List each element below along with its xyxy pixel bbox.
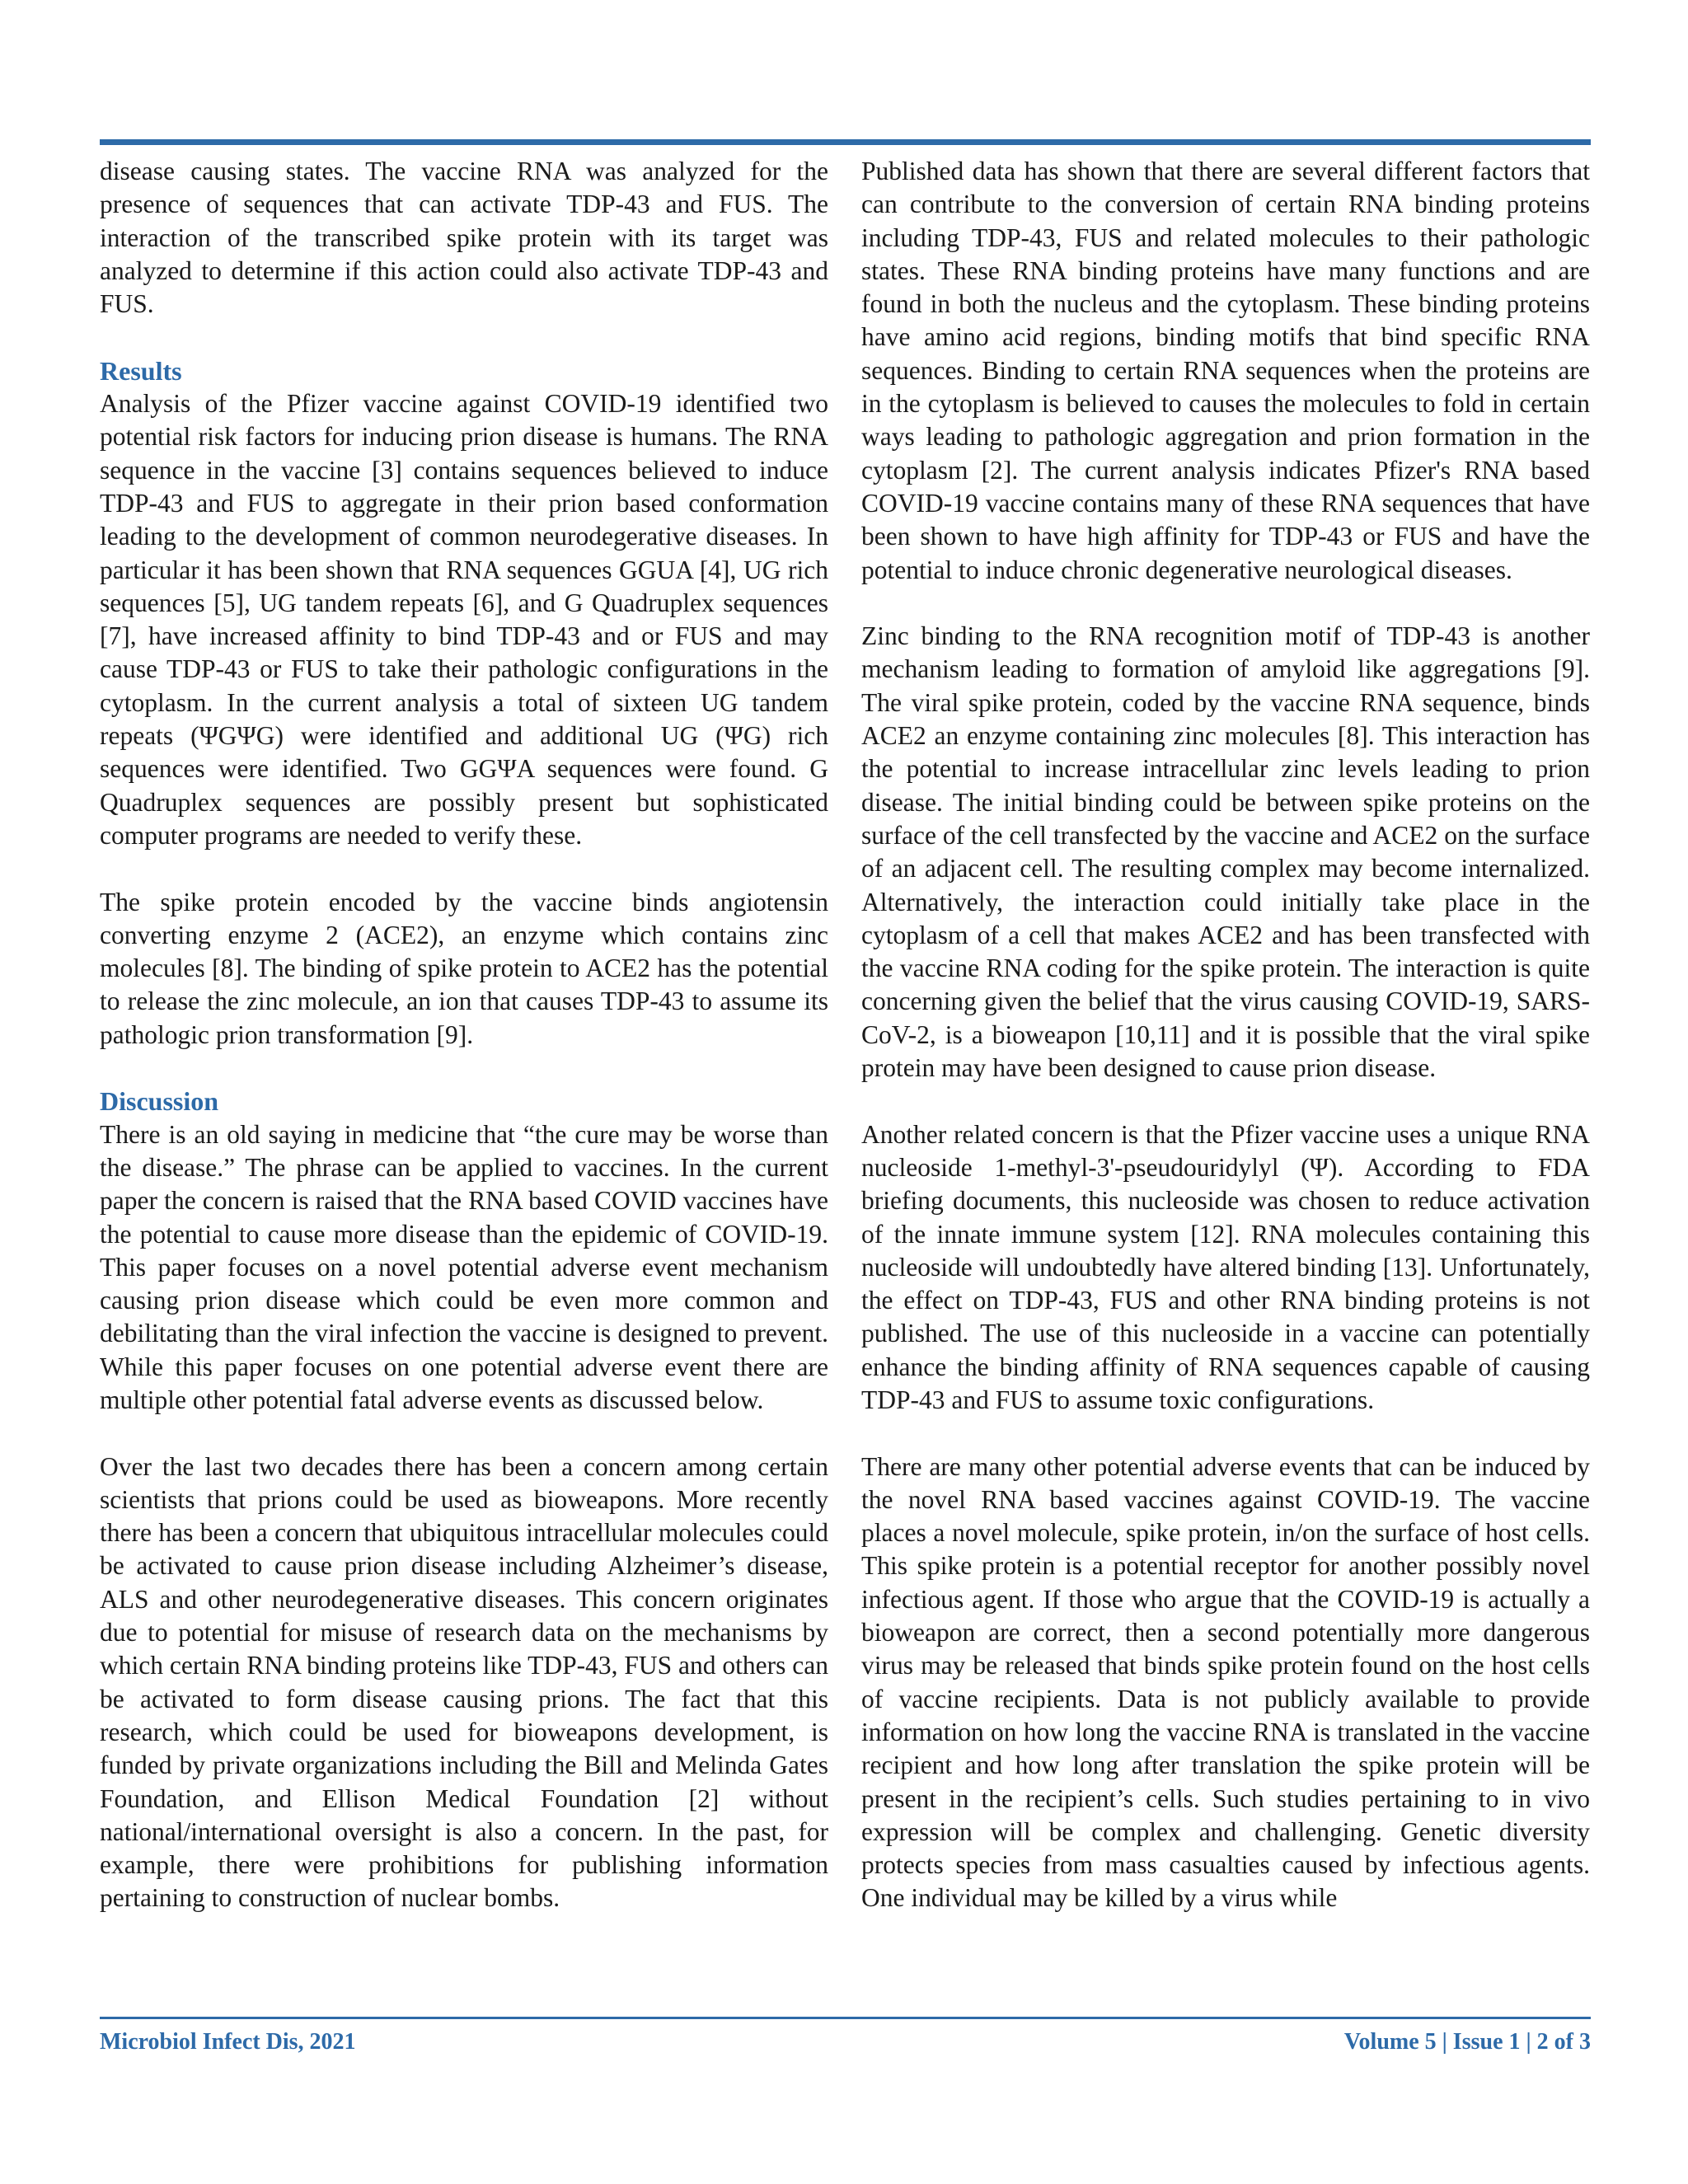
- footer-journal: Microbiol Infect Dis, 2021: [100, 2029, 356, 2055]
- right-column: [861, 155, 1590, 1915]
- results-paragraph-1: Analysis of the Pfizer vaccine against COVID-19 identified two potential risk factors for inducing prion disease is humans. The RNA sequence in the vaccine [3] contains sequences believed to induce TDP-43 and FUS to aggregate in their prion based conformation leading to the development of common neurodegerative diseases. In particular it has been shown that RNA sequences GGUA [4], UG rich sequences [5], UG tandem repeats [6], and G Quadruplex sequences [7], have increased affinity to bind TDP-43 and or FUS and may cause TDP-43 or FUS to take their pathologic configurations in the cytoplasm. In the current analysis a total of sixteen UG tandem repeats (ΨGΨG) were identified and additional UG (ΨG) rich sequences were identified. Two GGΨA sequences were found. G Quadruplex sequences are possibly present but sophisticated computer programs are needed to verify these.: [100, 389, 828, 850]
- discussion-heading: Discussion: [100, 1086, 219, 1117]
- intro-continuation-paragraph: disease causing states. The vaccine RNA was analyzed for the presence of sequences that can activate TDP-43 and FUS. The interaction of the transcribed spike protein with its target was analyzed to determine if this action could also activate TDP-43 and FUS.: [100, 157, 828, 319]
- discussion-paragraph-1: There is an old saying in medicine that “the cure may be worse than the disease.” The phrase can be applied to vaccines. In the current paper the concern is raised that the RNA based COVID vaccines have the potential to cause more disease than the epidemic of COVID-19. This paper focuses on a novel potential adverse event mechanism causing prion disease which could be even more common and debilitating than the viral infection the vaccine is designed to prevent. While this paper focuses on one potential adverse event there are multiple other potential fatal adverse events as discussed below.: [100, 1119, 828, 1414]
- right-paragraph-2: Zinc binding to the RNA recognition motif of TDP-43 is another mechanism leading to formation of amyloid like aggregations [9]. The viral spike protein, coded by the vaccine RNA sequence, binds ACE2 an enzyme containing zinc molecules [8]. This interaction has the potential to increase intracellular zinc levels leading to prion disease. The initial binding could be between spike proteins on the surface of the cell transfected by the vaccine and ACE2 on the surface of an adjacent cell. The resulting complex may become internalized. Alternatively, the interaction could initially take place in the cytoplasm of a cell that makes ACE2 and has been transfected with the vaccine RNA coding for the spike protein. The interaction is quite concerning given the belief that the virus causing COVID-19, SARS-CoV-2, is a bioweapon [10,11] and it is possible that the viral spike protein may have been designed to cause prion disease.: [861, 621, 1590, 1083]
- header-rule: [100, 139, 1591, 145]
- discussion-paragraph-2: Over the last two decades there has been a concern among certain scientists that prions could be used as bioweapons. More recently there has been a concern that ubiquitous intracellular molecules could be activated to cause prion disease including Alzheimer’s disease, ALS and other neurodegenerative diseases. This concern originates due to potential for misuse of research data on the mechanisms by which certain RNA binding proteins like TDP-43, FUS and others can be activated to form disease causing prions. The fact that this research, which could be used for bioweapons development, is funded by private organizations including the Bill and Melinda Gates Foundation, and Ellison Medical Foundation [2] without national/international oversight is also a concern. In the past, for example, there were prohibitions for publishing information pertaining to construction of nuclear bombs.: [100, 1451, 828, 1913]
- footer-volume-page: Volume 5 | Issue 1 | 2 of 3: [1343, 2029, 1591, 2055]
- right-paragraph-4: There are many other potential adverse events that can be induced by the novel RNA based vaccines against COVID-19. The vaccine places a novel molecule, spike protein, in/on the surface of host cells. This spike protein is a potential receptor for another possibly novel infectious agent. If those who argue that the COVID-19 is actually a bioweapon are correct, then a second potentially more dangerous virus may be released that binds spike protein found on the host cells of vaccine recipients. Data is not publicly available to provide information on how long the vaccine RNA is translated in the vaccine recipient and how long after translation the spike protein will be present in the recipient’s cells. Such studies pertaining to in vivo expression will be complex and challenging. Genetic diversity protects species from mass casualties caused by infectious agents. One individual may be killed by a virus while: [861, 1451, 1590, 1913]
- right-paragraph-3: Another related concern is that the Pfizer vaccine uses a unique RNA nucleoside 1-methyl-3'-pseudouridylyl (Ψ). According to FDA briefing documents, this nucleoside was chosen to reduce activation of the innate immune system [12]. RNA molecules containing this nucleoside will undoubtedly have altered binding [13]. Unfortunately, the effect on TDP-43, FUS and other RNA binding proteins is not published. The use of this nucleoside in a vaccine can potentially enhance the binding affinity of RNA sequences capable of causing TDP-43 and FUS to assume toxic configurations.: [861, 1119, 1590, 1414]
- results-heading: Results: [100, 355, 182, 386]
- footer-rule: [100, 2017, 1591, 2019]
- left-column: [100, 155, 828, 1915]
- right-paragraph-1: Published data has shown that there are several different factors that can contribute to the conversion of certain RNA binding proteins including TDP-43, FUS and related molecules to their pathologic states. These RNA binding proteins have many functions and are found in both the nucleus and the cytoplasm. These binding proteins have amino acid regions, binding motifs that bind specific RNA sequences. Binding to certain RNA sequences when the proteins are in the cytoplasm is believed to causes the molecules to fold in certain ways leading to pathologic aggregation and prion formation in the cytoplasm [2]. The current analysis indicates Pfizer's RNA based COVID-19 vaccine contains many of these RNA sequences that have been shown to have high affinity for TDP-43 or FUS and have the potential to induce chronic degenerative neurological diseases.: [861, 157, 1590, 584]
- results-paragraph-2: The spike protein encoded by the vaccine binds angiotensin converting enzyme 2 (ACE2), an enzyme which contains zinc molecules [8]. The binding of spike protein to ACE2 has the potential to release the zinc molecule, an ion that causes TDP-43 to assume its pathologic prion transformation [9].: [100, 887, 828, 1049]
